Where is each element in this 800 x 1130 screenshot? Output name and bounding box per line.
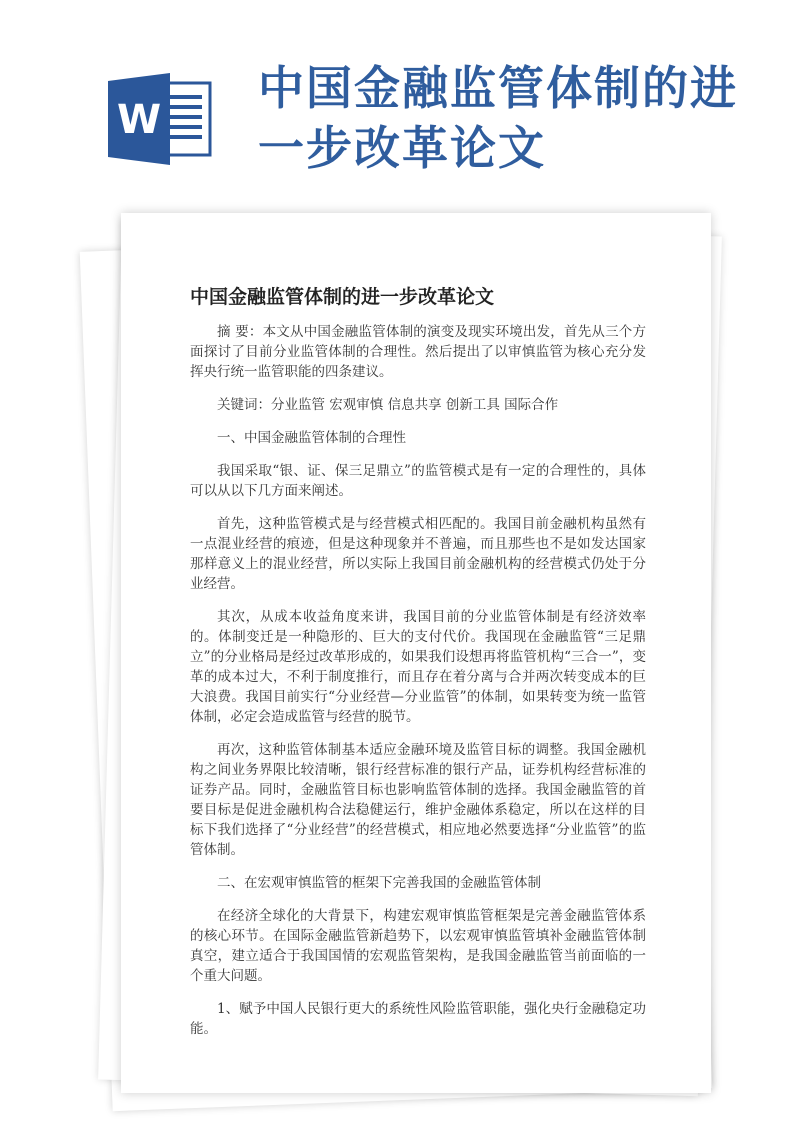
- body-paragraph: 首先，这种监管模式是与经营模式相匹配的。我国目前金融机构虽然有一点混业经营的痕迹，但是这种现象并不普遍，而且那些也不是如发达国家那样意义上的混业经营，所以实际上我国目前金融机构的经营模式仍处于分业经营。: [190, 516, 646, 592]
- body-paragraph: 其次，从成本收益角度来讲，我国目前的分业监管体制是有经济效率的。体制变迁是一种隐形的、巨大的支付代价。我国现在金融监管“三足鼎立”的分业格局是经过改革形成的，如果我们设想再将监管机构“三合一”，变革的成本过大，不利于制度推行，而且存在着分离与合并两次转变成本的巨大浪费。我国目前实行“分业经营—分业监管”的体制，如果转变为统一监管体制，必定会造成监管与经营的脱节。: [190, 609, 646, 725]
- word-logo-icon: [108, 73, 212, 165]
- document-body: [190, 322, 646, 1052]
- banner-title: 中国金融监管体制的进一步改革论文: [258, 61, 738, 175]
- body-paragraph: 我国采取“银、证、保三足鼎立”的监管模式是有一定的合理性的，具体可以从以下几方面来阐述。: [190, 463, 646, 499]
- body-paragraph: 1、赋予中国人民银行更大的系统性风险监管职能，强化央行金融稳定功能。: [190, 1001, 646, 1037]
- svg-text:W: W: [116, 97, 162, 143]
- body-paragraph: 在经济全球化的大背景下，构建宏观审慎监管框架是完善金融监管体系的核心环节。在国际金融监管新趋势下，以宏观审慎监管填补金融监管体制真空，建立适合于我国国情的宏观监管架构，是我国金融监管当前面临的一个重大问题。: [190, 908, 646, 984]
- section-heading-1: 一、中国金融监管体制的合理性: [217, 430, 406, 446]
- body-paragraph: 再次，这种监管体制基本适应金融环境及监管目标的调整。我国金融机构之间业务界限比较清晰，银行经营标准的银行产品，证券机构经营标准的证券产品。同时，金融监管目标也影响监管体制的选择。我国金融监管的首要目标是促进金融机构合法稳健运行，维护金融体系稳定，所以在这样的目标下我们选择了“分业经营”的经营模式，相应地必然要选择“分业监管”的监管体制。: [190, 742, 646, 858]
- abstract-paragraph: 摘 要：本文从中国金融监管体制的演变及现实环境出发，首先从三个方面探讨了目前分业监管体制的合理性。然后提出了以审慎监管为核心充分发挥央行统一监管职能的四条建议。: [190, 324, 646, 380]
- section-heading-2: 二、在宏观审慎监管的框架下完善我国的金融监管体制: [217, 875, 541, 891]
- keywords-paragraph: 关键词：分业监管 宏观审慎 信息共享 创新工具 国际合作: [217, 397, 559, 413]
- document-title: 中国金融监管体制的进一步改革论文: [190, 286, 495, 308]
